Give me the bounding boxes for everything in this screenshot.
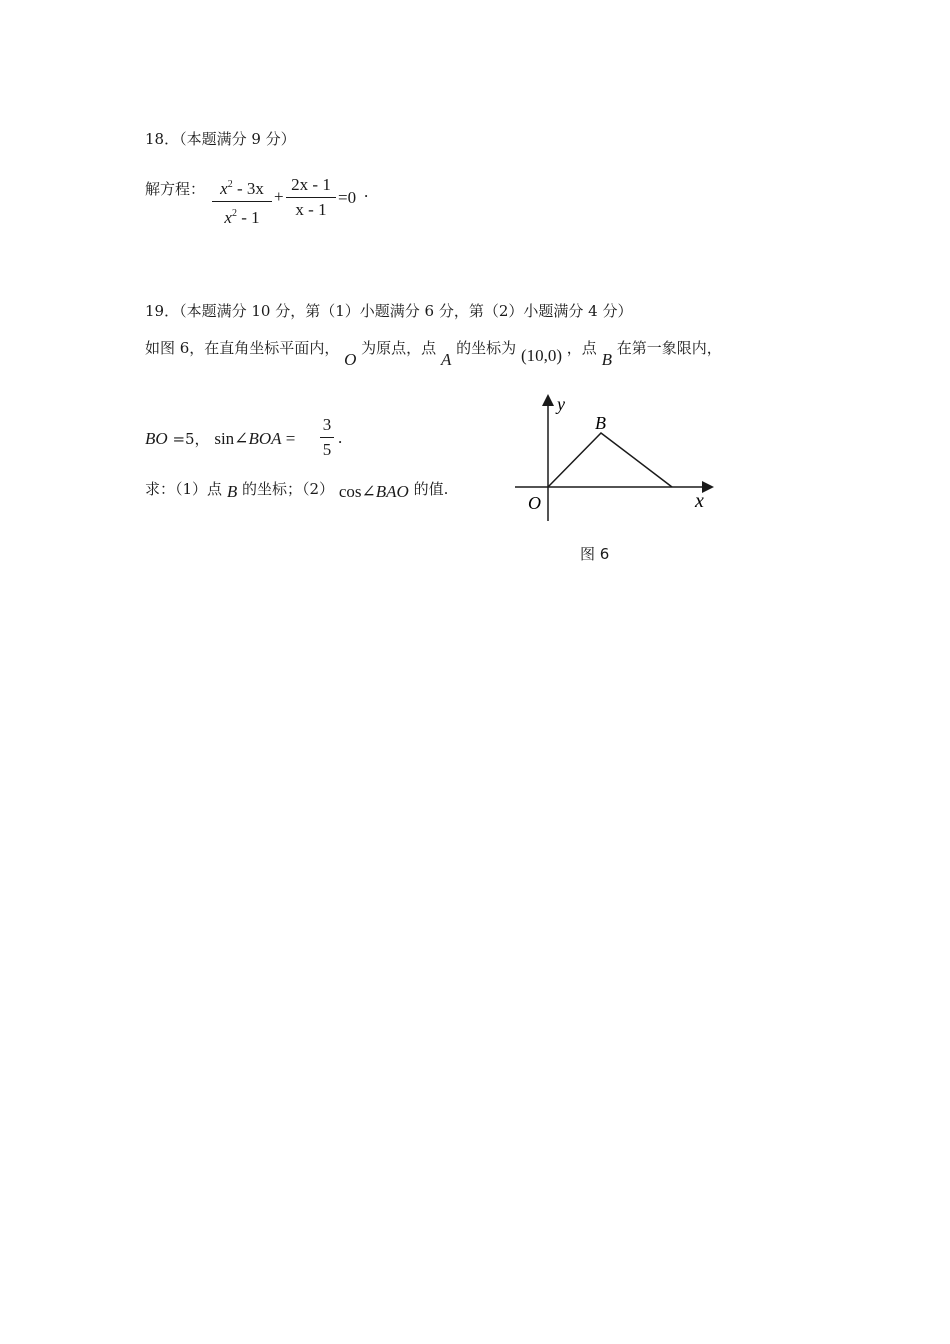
q18-fraction-1: [212, 174, 272, 229]
q19-heading: 19．（本题满分 10 分，第（1）小题满分 6 分，第（2）小题满分 4 分）: [145, 302, 633, 320]
figure-6-diagram: [505, 390, 725, 525]
equation-rhs: =0: [338, 188, 357, 207]
label-x: x: [695, 490, 704, 512]
q19-line-2-end: .: [338, 428, 343, 447]
q18-heading: 18．（本题满分 9 分）: [145, 130, 296, 148]
fraction-numerator: 2x - 1: [291, 175, 331, 194]
label-b: B: [595, 413, 606, 433]
q18-fraction-2: [286, 174, 336, 221]
q19-line-3: 求：（1）点 B 的坐标；（2） cos∠BAO 的值.: [145, 480, 449, 501]
q19-line-2: BO =5， sin∠BOA =: [145, 429, 296, 448]
label-y: y: [557, 394, 565, 414]
q18-prompt: 解方程：: [145, 180, 206, 198]
equation-end: .: [364, 182, 369, 201]
fraction-numerator: $x^2 - 3x$: [220, 179, 264, 198]
triangle-oba: [548, 433, 672, 487]
q19-line-1: 如图 6，在直角坐标平面内， O 为原点，点 A 的坐标为 (10,0) ，点 B 在第一象限内，: [145, 339, 722, 369]
figure-caption: 图 6: [580, 545, 610, 563]
fraction-denominator: $x^2 - 1$: [224, 208, 260, 227]
label-o: O: [528, 493, 541, 513]
plus-sign: +: [274, 187, 284, 206]
q19-fraction: 3 5: [320, 414, 334, 461]
fraction-denominator: x - 1: [295, 200, 327, 219]
